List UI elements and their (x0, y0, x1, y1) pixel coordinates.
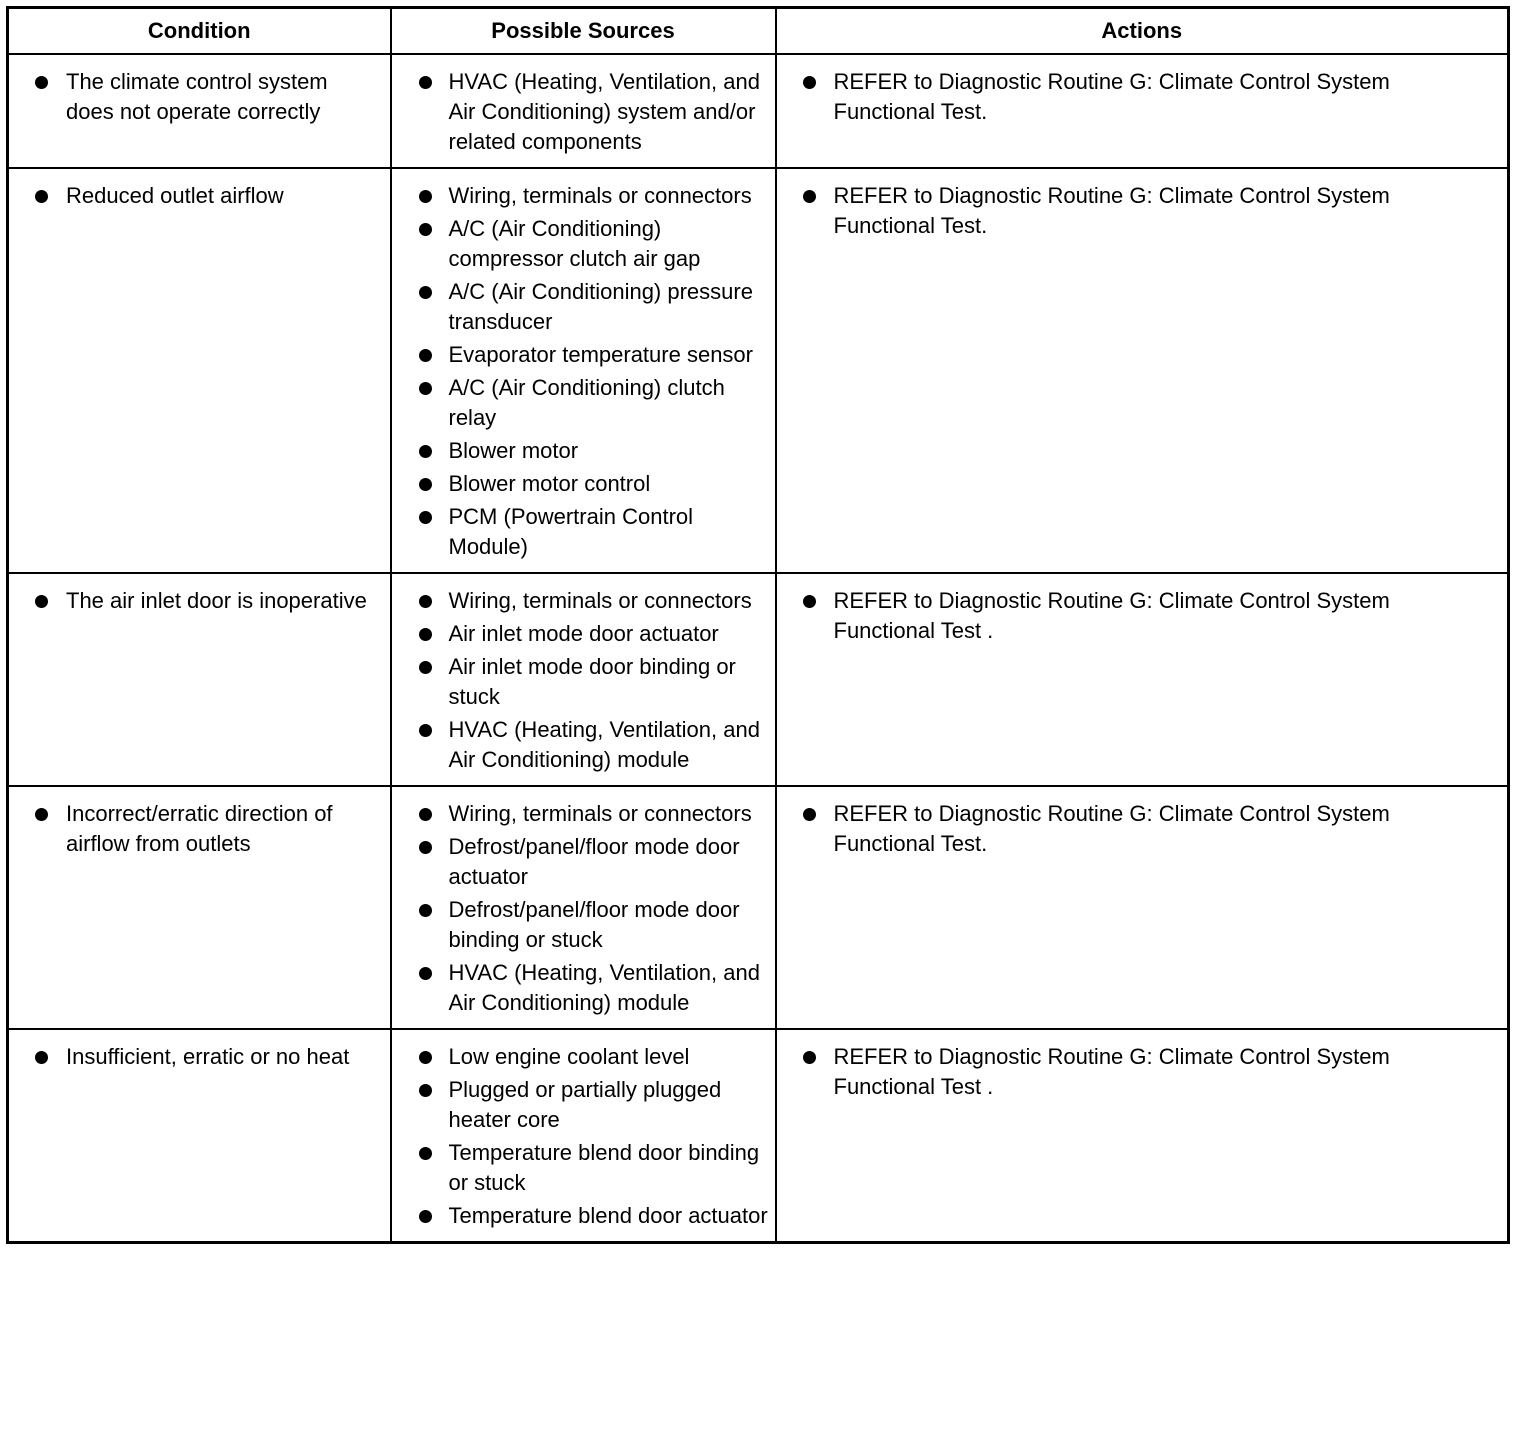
list-item-text: Temperature blend door actuator (448, 1203, 768, 1228)
bullet-icon (419, 661, 432, 674)
header-condition: Condition (8, 8, 391, 55)
list-item (392, 1138, 775, 1198)
possible-sources-cell (391, 786, 776, 1029)
list-item (9, 1042, 390, 1072)
list-item (392, 277, 775, 337)
header-possible-sources: Possible Sources (391, 8, 776, 55)
condition-cell (8, 168, 391, 573)
condition-cell (8, 54, 391, 168)
list-item (392, 832, 775, 892)
list-item (777, 181, 1508, 241)
list-item-text: Defrost/panel/floor mode door actuator (448, 834, 740, 889)
bullet-list (392, 1042, 775, 1231)
list-item (392, 895, 775, 955)
bullet-icon (35, 76, 48, 89)
header-actions: Actions (776, 8, 1509, 55)
bullet-list (392, 586, 775, 775)
list-item (392, 1201, 775, 1231)
list-item (392, 1075, 775, 1135)
list-item (392, 715, 775, 775)
bullet-icon (803, 808, 816, 821)
bullet-icon (419, 1147, 432, 1160)
bullet-list (9, 586, 390, 616)
list-item (392, 340, 775, 370)
list-item-text: REFER to Diagnostic Routine G: Climate Control System Functional Test. (833, 69, 1390, 124)
bullet-list (9, 67, 390, 127)
bullet-icon (419, 1210, 432, 1223)
list-item-text: Insufficient, erratic or no heat (66, 1044, 350, 1069)
bullet-icon (419, 190, 432, 203)
list-item (777, 1042, 1508, 1102)
bullet-list (9, 181, 390, 211)
list-item (392, 67, 775, 157)
list-item (392, 799, 775, 829)
condition-cell (8, 573, 391, 786)
list-item (392, 469, 775, 499)
bullet-list (777, 67, 1508, 127)
list-item-text: A/C (Air Conditioning) compressor clutch air gap (448, 216, 701, 271)
bullet-icon (419, 904, 432, 917)
list-item (392, 652, 775, 712)
possible-sources-cell (391, 1029, 776, 1243)
bullet-icon (419, 511, 432, 524)
list-item-text: Defrost/panel/floor mode door binding or stuck (448, 897, 740, 952)
actions-cell (776, 786, 1509, 1029)
bullet-icon (35, 190, 48, 203)
actions-cell (776, 573, 1509, 786)
bullet-icon (419, 1084, 432, 1097)
actions-cell (776, 54, 1509, 168)
bullet-icon (419, 724, 432, 737)
actions-cell (776, 168, 1509, 573)
list-item-text: Reduced outlet airflow (66, 183, 284, 208)
table-row (8, 786, 1509, 1029)
actions-cell (776, 1029, 1509, 1243)
list-item-text: HVAC (Heating, Ventilation, and Air Conditioning) module (448, 717, 760, 772)
list-item (9, 67, 390, 127)
bullet-icon (419, 841, 432, 854)
list-item-text: REFER to Diagnostic Routine G: Climate Control System Functional Test . (833, 1044, 1390, 1099)
list-item-text: HVAC (Heating, Ventilation, and Air Conditioning) system and/or related components (448, 69, 760, 154)
list-item-text: Wiring, terminals or connectors (448, 801, 752, 826)
possible-sources-cell (391, 573, 776, 786)
condition-cell (8, 1029, 391, 1243)
list-item-text: REFER to Diagnostic Routine G: Climate Control System Functional Test . (833, 588, 1390, 643)
list-item-text: Air inlet mode door binding or stuck (448, 654, 736, 709)
list-item-text: Low engine coolant level (448, 1044, 690, 1069)
bullet-icon (419, 595, 432, 608)
table-header (8, 8, 1509, 55)
list-item-text: Evaporator temperature sensor (448, 342, 753, 367)
list-item-text: REFER to Diagnostic Routine G: Climate Control System Functional Test. (833, 183, 1390, 238)
table-row (8, 168, 1509, 573)
bullet-icon (803, 595, 816, 608)
list-item (9, 586, 390, 616)
list-item (392, 958, 775, 1018)
bullet-icon (35, 808, 48, 821)
bullet-icon (419, 76, 432, 89)
list-item-text: The air inlet door is inoperative (66, 588, 367, 613)
bullet-icon (35, 1051, 48, 1064)
bullet-icon (803, 1051, 816, 1064)
list-item-text: Blower motor control (448, 471, 651, 496)
list-item-text: Wiring, terminals or connectors (448, 183, 752, 208)
bullet-icon (419, 808, 432, 821)
bullet-list (9, 1042, 390, 1072)
bullet-icon (419, 286, 432, 299)
bullet-icon (419, 478, 432, 491)
list-item (9, 799, 390, 859)
list-item (777, 67, 1508, 127)
list-item (392, 1042, 775, 1072)
list-item-text: Blower motor (448, 438, 579, 463)
bullet-icon (419, 445, 432, 458)
bullet-list (392, 799, 775, 1018)
list-item-text: REFER to Diagnostic Routine G: Climate Control System Functional Test. (833, 801, 1390, 856)
table-row (8, 54, 1509, 168)
bullet-list (9, 799, 390, 859)
table-body (8, 54, 1509, 1243)
list-item (392, 586, 775, 616)
possible-sources-cell (391, 168, 776, 573)
list-item (392, 502, 775, 562)
bullet-icon (803, 76, 816, 89)
list-item (9, 181, 390, 211)
list-item-text: Incorrect/erratic direction of airflow from outlets (66, 801, 333, 856)
bullet-list (777, 586, 1508, 646)
bullet-icon (419, 967, 432, 980)
table-row (8, 1029, 1509, 1243)
bullet-list (392, 181, 775, 562)
list-item-text: Plugged or partially plugged heater core (448, 1077, 722, 1132)
bullet-icon (419, 382, 432, 395)
bullet-list (392, 67, 775, 157)
bullet-list (777, 1042, 1508, 1102)
list-item (777, 586, 1508, 646)
list-item-text: HVAC (Heating, Ventilation, and Air Conditioning) module (448, 960, 760, 1015)
possible-sources-cell (391, 54, 776, 168)
list-item (392, 373, 775, 433)
list-item (392, 436, 775, 466)
list-item-text: The climate control system does not operate correctly (66, 69, 328, 124)
list-item (392, 619, 775, 649)
bullet-icon (35, 595, 48, 608)
bullet-icon (419, 1051, 432, 1064)
bullet-list (777, 181, 1508, 241)
bullet-icon (419, 349, 432, 362)
diagnostic-table (6, 6, 1510, 1244)
list-item (392, 181, 775, 211)
list-item-text: Air inlet mode door actuator (448, 621, 719, 646)
list-item-text: A/C (Air Conditioning) pressure transducer (448, 279, 753, 334)
list-item-text: Temperature blend door binding or stuck (448, 1140, 760, 1195)
list-item-text: PCM (Powertrain Control Module) (448, 504, 694, 559)
table-row (8, 573, 1509, 786)
bullet-icon (419, 223, 432, 236)
condition-cell (8, 786, 391, 1029)
header-row (8, 8, 1509, 55)
list-item (777, 799, 1508, 859)
list-item (392, 214, 775, 274)
bullet-icon (803, 190, 816, 203)
bullet-icon (419, 628, 432, 641)
list-item-text: A/C (Air Conditioning) clutch relay (448, 375, 725, 430)
bullet-list (777, 799, 1508, 859)
list-item-text: Wiring, terminals or connectors (448, 588, 752, 613)
